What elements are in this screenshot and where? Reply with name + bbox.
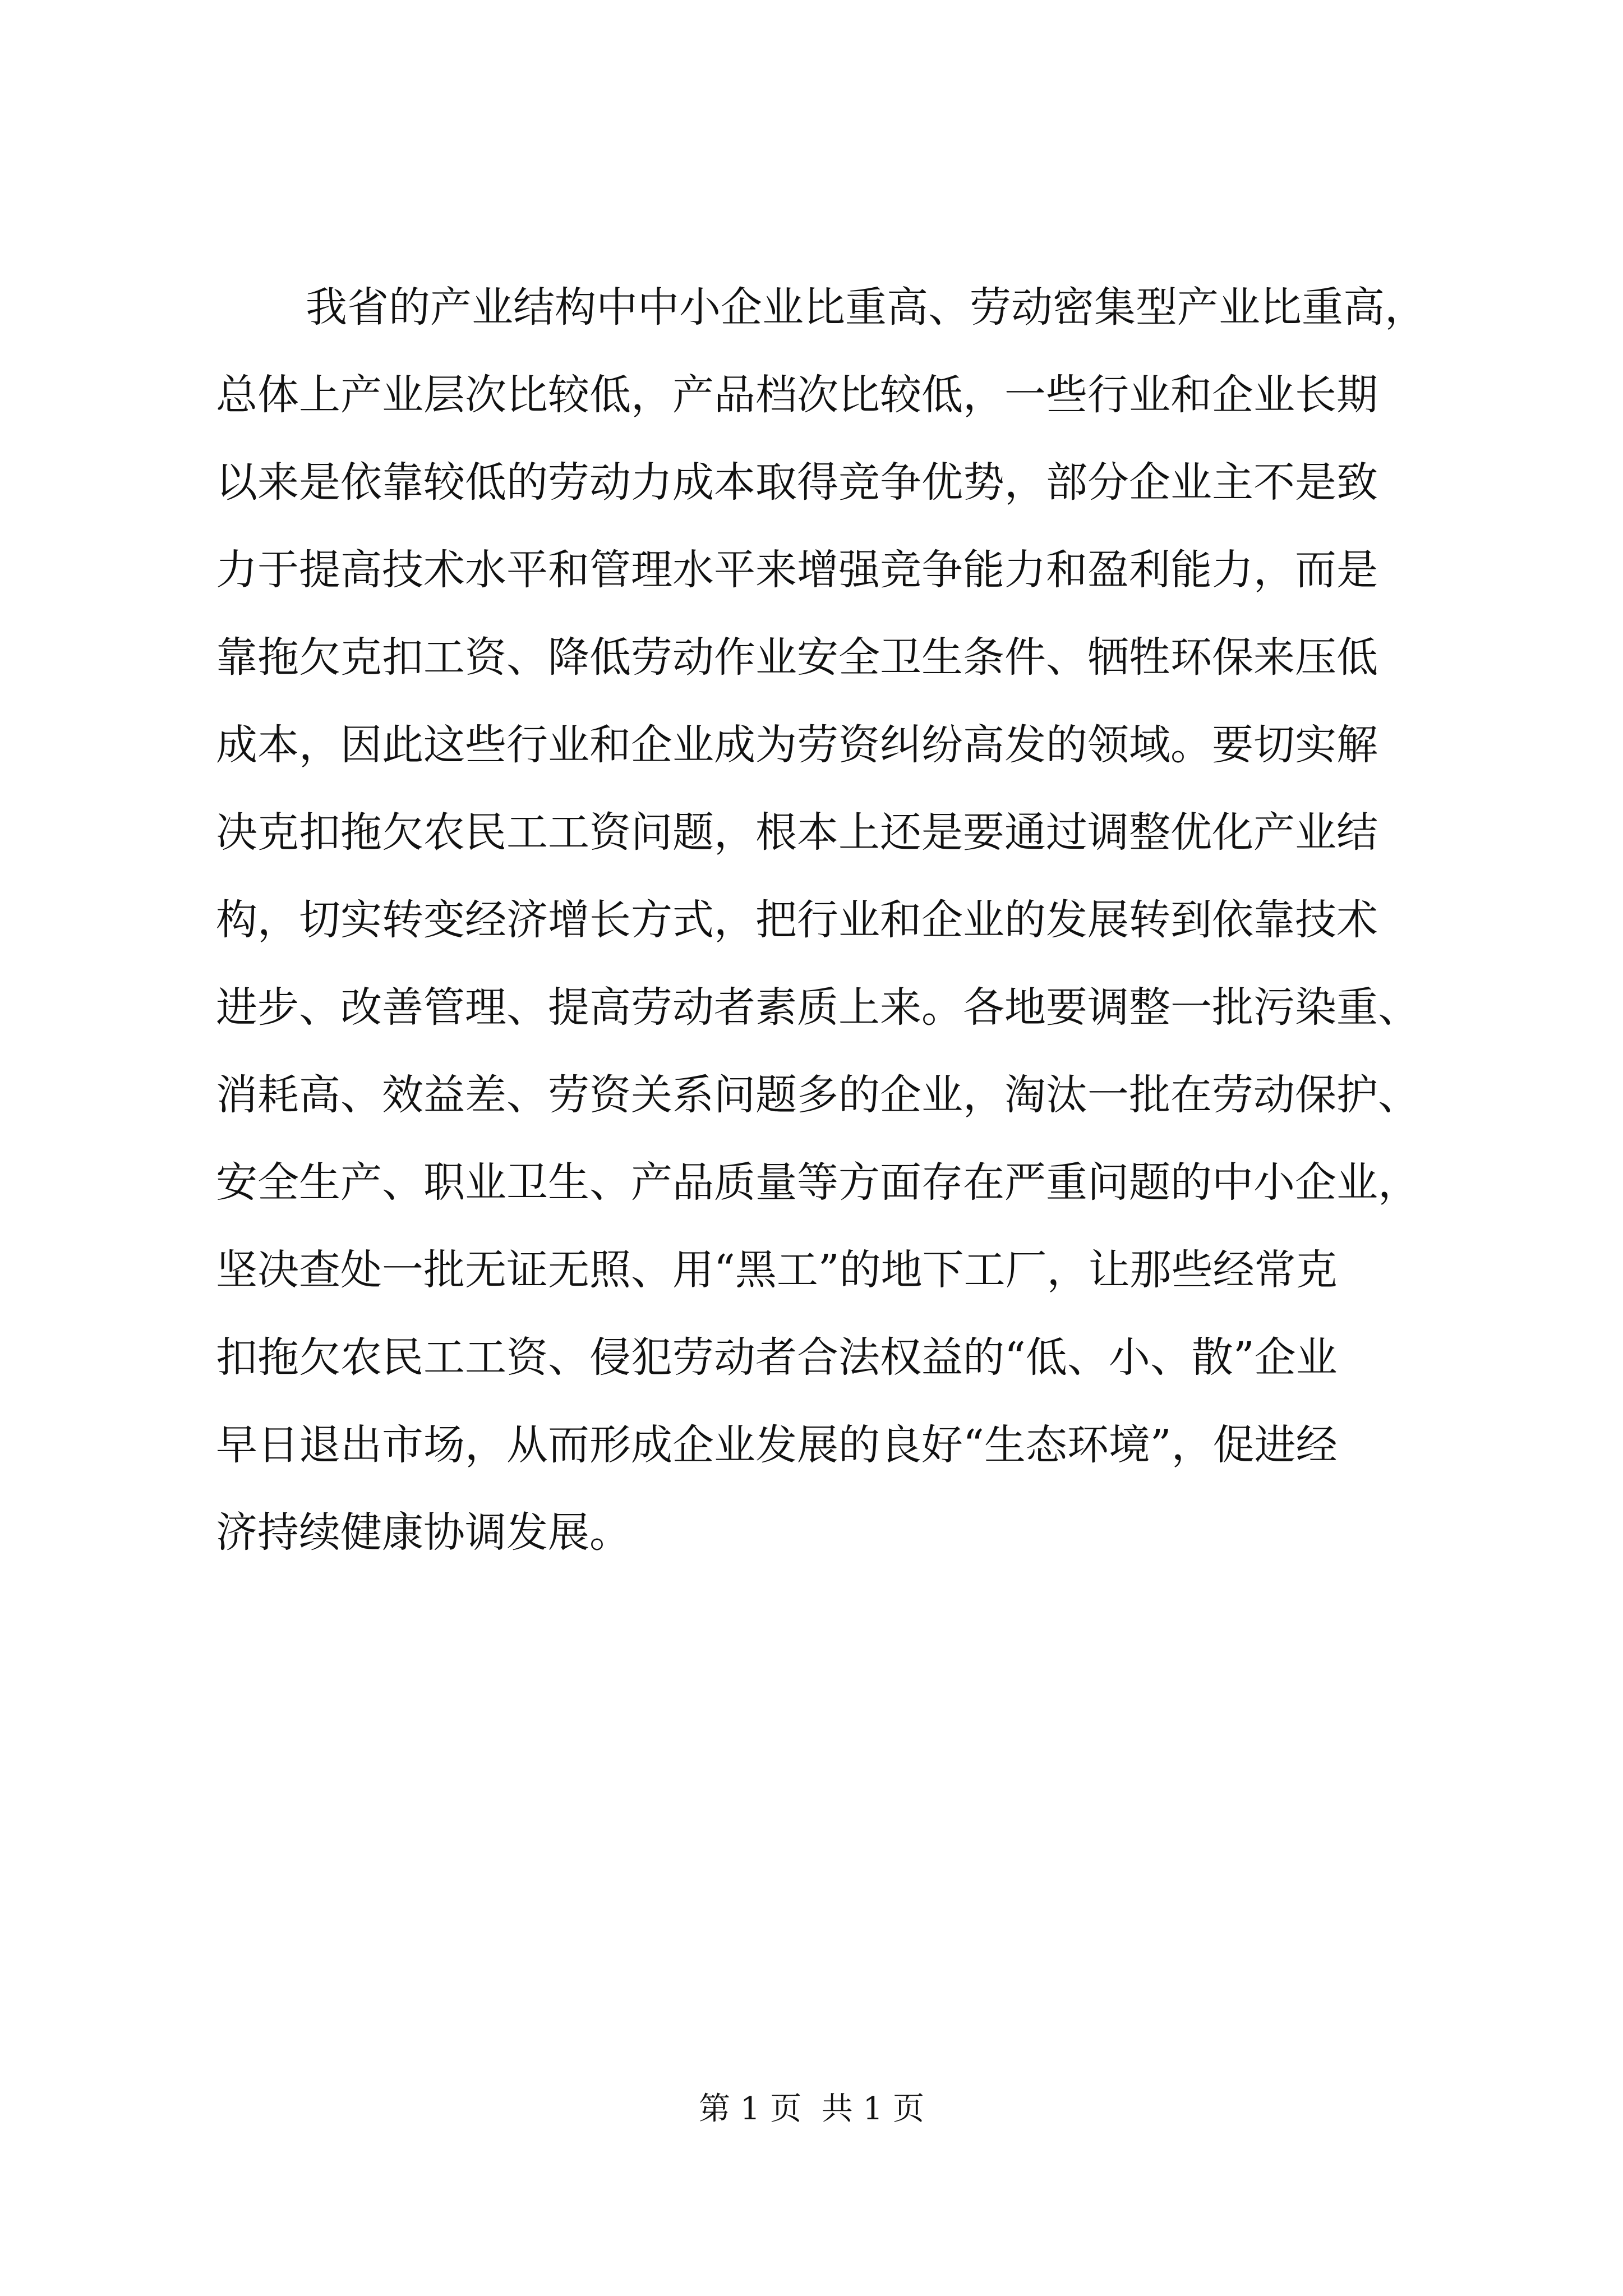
paragraph-line: 我省的产业结构中中小企业比重高、劳动密集型产业比重高， <box>306 283 1426 332</box>
paragraph-line: 早日退出市场，从而形成企业发展的良好“生态环境”，促进经 <box>216 1421 1338 1469</box>
paragraph-line: 扣拖欠农民工工资、侵犯劳动者合法权益的“低、小、散”企业 <box>216 1333 1338 1382</box>
paragraph-line: 总体上产业层次比较低，产品档次比较低，一些行业和企业长期 <box>216 371 1378 419</box>
paragraph-line: 成本，因此这些行业和企业成为劳资纠纷高发的领域。要切实解 <box>216 721 1378 769</box>
paragraph-line: 消耗高、效益差、劳资关系问题多的企业，淘汰一批在劳动保护、 <box>216 1071 1419 1119</box>
paragraph-line: 靠拖欠克扣工资、降低劳动作业安全卫生条件、牺牲环保来压低 <box>216 633 1378 682</box>
page-number-footer: 第 1 页 共 1 页 <box>698 2091 925 2127</box>
paragraph-line: 以来是依靠较低的劳动力成本取得竞争优势，部分企业主不是致 <box>216 458 1378 507</box>
paragraph-line: 安全生产、职业卫生、产品质量等方面存在严重问题的中小企业， <box>216 1158 1419 1207</box>
paragraph-line: 济持续健康协调发展。 <box>216 1508 631 1557</box>
paragraph-line: 构，切实转变经济增长方式，把行业和企业的发展转到依靠技术 <box>216 896 1378 944</box>
paragraph-line: 坚决查处一批无证无照、用“黑工”的地下工厂，让那些经常克 <box>216 1246 1338 1294</box>
body-paragraph <box>216 264 1427 1576</box>
paragraph-line: 力于提高技术水平和管理水平来增强竞争能力和盈利能力，而是 <box>216 546 1378 594</box>
paragraph-line: 进步、改善管理、提高劳动者素质上来。各地要调整一批污染重、 <box>216 983 1419 1032</box>
paragraph-line: 决克扣拖欠农民工工资问题，根本上还是要通过调整优化产业结 <box>216 808 1378 857</box>
